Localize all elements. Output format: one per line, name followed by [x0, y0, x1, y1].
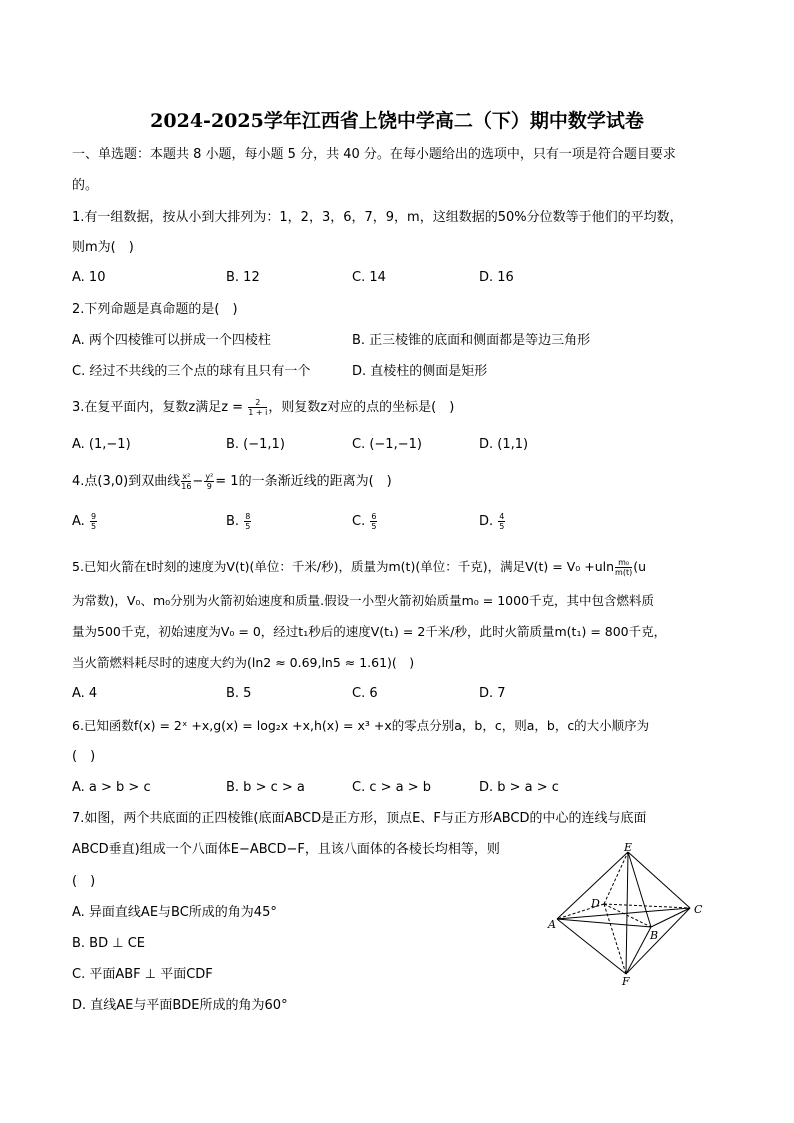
q7-stem-line3: ( ): [72, 874, 96, 889]
q5-fraction-numerator: m₀: [615, 558, 632, 568]
q4-option-d-denominator: 5: [499, 522, 505, 531]
q3-stem-pre: 3.在复平面内，复数z满足z =: [72, 400, 248, 415]
q3-fraction-numerator: 2: [248, 398, 267, 408]
q7-stem-line1: 7.如图，两个共底面的正四棱锥(底面ABCD是正方形，顶点E、F与正方形ABCD的中心的连线与底面: [72, 811, 647, 826]
q5-option-d: D. 7: [479, 686, 506, 701]
q3-stem-post: ，则复数z对应的点的坐标是( ): [268, 400, 455, 415]
q4-option-a-numerator: 9: [90, 512, 97, 521]
q3-fraction-denominator: 1 + i: [248, 408, 268, 417]
q4-option-c: [352, 512, 378, 532]
q3-option-d: D. (1,1): [479, 437, 529, 452]
q4-option-d: [479, 512, 506, 532]
q4-fraction-x: [181, 472, 191, 491]
q7-option-a: A. 异面直线AE与BC所成的角为45°: [72, 905, 277, 920]
q4-fraction-y-denominator: 9: [206, 482, 212, 491]
edge-af: [557, 919, 626, 974]
q4-fraction-x-denominator: 16: [181, 482, 192, 491]
q2-option-d: D. 直棱柱的侧面是矩形: [352, 364, 488, 379]
vertex-label-b: B: [650, 929, 659, 942]
section-heading-line2: 的。: [72, 178, 99, 193]
q1-stem-line2: 则m为( ): [72, 240, 134, 255]
q6-stem-line1: 6.已知函数f(x) = 2ˣ +x,g(x) = log₂x +x,h(x) = x³ +x的零点分别a，b，c，则a，b，c的大小顺序为: [72, 718, 650, 733]
q1-option-c: C. 14: [352, 270, 386, 285]
q4-fraction-y-numerator: y²: [205, 472, 214, 481]
q4-stem-post: = 1的一条渐近线的距离为( ): [215, 474, 392, 489]
q1-option-b: B. 12: [226, 270, 260, 285]
q6-option-c: C. c > a > b: [352, 780, 432, 795]
q5-option-c: C. 6: [352, 686, 378, 701]
q5-fraction: [615, 558, 632, 577]
edge-ec: [628, 852, 690, 908]
edge-de: [604, 852, 628, 904]
octahedron-figure: [540, 842, 710, 987]
q5-option-a: A. 4: [72, 686, 98, 701]
q4-option-c-numerator: 6: [371, 512, 377, 521]
q5-stem-line3: 量为500千克，初始速度为V₀ = 0，经过t₁秒后的速度V(t₁) = 2千米/秒，此时火箭质量m(t₁) = 800千克，: [72, 624, 667, 639]
q1-stem-line1: 1.有一组数据，按从小到大排列为：1，2，3，6，7，9，m，这组数据的50%分位数等于他们的平均数，: [72, 210, 683, 225]
vertex-label-a: A: [548, 918, 556, 931]
q3-option-b: B. (−1,1): [226, 437, 285, 452]
q5-option-b: B. 5: [226, 686, 252, 701]
vertex-label-c: C: [694, 903, 703, 916]
q2-stem: 2.下列命题是真命题的是( ): [72, 302, 238, 317]
page-title: 2024-2025学年江西省上饶中学高二（下）期中数学试卷: [150, 110, 644, 132]
q3-fraction: [248, 398, 267, 417]
q3-stem: [72, 398, 454, 418]
q4-option-c-denominator: 5: [371, 522, 377, 531]
edge-dc: [604, 904, 690, 908]
q4-option-b: [226, 512, 252, 532]
q6-option-b: B. b > c > a: [226, 780, 305, 795]
q5-fraction-denominator: m(t): [615, 568, 633, 577]
q4-minus-sign: −: [192, 474, 204, 489]
q5-stem-line2: 为常数)，V₀、m₀分别为火箭初始速度和质量.假设一小型火箭初始质量m₀ = 1000千克，其中包含燃料质: [72, 593, 655, 608]
q4-option-b-denominator: 5: [245, 522, 251, 531]
q4-option-a: [72, 512, 98, 532]
vertex-label-e: E: [624, 842, 633, 854]
vertex-label-f: F: [622, 975, 630, 987]
q4-option-b-label: B.: [226, 514, 240, 529]
q4-option-d-numerator: 4: [499, 512, 505, 521]
q5-stem-line4: 当火箭燃料耗尽时的速度大约为(ln2 ≈ 0.69,ln5 ≈ 1.61)( ): [72, 655, 415, 670]
q7-option-b: B. BD ⊥ CE: [72, 936, 145, 951]
q4-stem: [72, 472, 392, 492]
q5-stem-line1-text: 5.已知火箭在t时刻的速度为V(t)(单位：千米/秒)，质量为m(t)(单位：千克)，满足V(t) = V₀ +uln: [72, 559, 615, 574]
q3-option-c: C. (−1,−1): [352, 437, 422, 452]
edge-eb: [628, 852, 651, 927]
q4-fraction-x-numerator: x²: [182, 472, 191, 481]
q4-option-a-label: A.: [72, 514, 85, 529]
q7-option-c: C. 平面ABF ⊥ 平面CDF: [72, 967, 213, 982]
q4-option-d-label: D.: [479, 514, 494, 529]
q2-option-b: B. 正三棱锥的底面和侧面都是等边三角形: [352, 333, 591, 348]
q6-option-d: D. b > a > c: [479, 780, 559, 795]
q4-stem-pre: 4.点(3,0)到双曲线: [72, 474, 181, 489]
q4-option-b-numerator: 8: [245, 512, 251, 521]
vertex-label-d: D: [591, 897, 600, 910]
q7-option-d: D. 直线AE与平面BDE所成的角为60°: [72, 998, 288, 1013]
q6-option-a: A. a > b > c: [72, 780, 151, 795]
q2-option-a: A. 两个四棱锥可以拼成一个四棱柱: [72, 333, 271, 348]
q1-option-d: D. 16: [479, 270, 514, 285]
q7-stem-line2: ABCD垂直)组成一个八面体E−ABCD−F，且该八面体的各棱长均相等，则: [72, 842, 500, 857]
q5-stem-line1: [72, 557, 646, 577]
q6-stem-line2: ( ): [72, 749, 96, 764]
q3-option-a: A. (1,−1): [72, 437, 131, 452]
q4-option-a-denominator: 5: [90, 522, 97, 531]
q5-stem-line1-end: (u: [633, 559, 647, 574]
q4-fraction-y: [204, 472, 214, 491]
section-heading-line1: 一、单选题：本题共 8 小题，每小题 5 分，共 40 分。在每小题给出的选项中，只有一项是符合题目要求: [72, 147, 676, 162]
edge-bf: [626, 927, 651, 974]
q4-option-c-label: C.: [352, 514, 366, 529]
q2-option-c: C. 经过不共线的三个点的球有且只有一个: [72, 364, 311, 379]
q1-option-a: A. 10: [72, 270, 106, 285]
